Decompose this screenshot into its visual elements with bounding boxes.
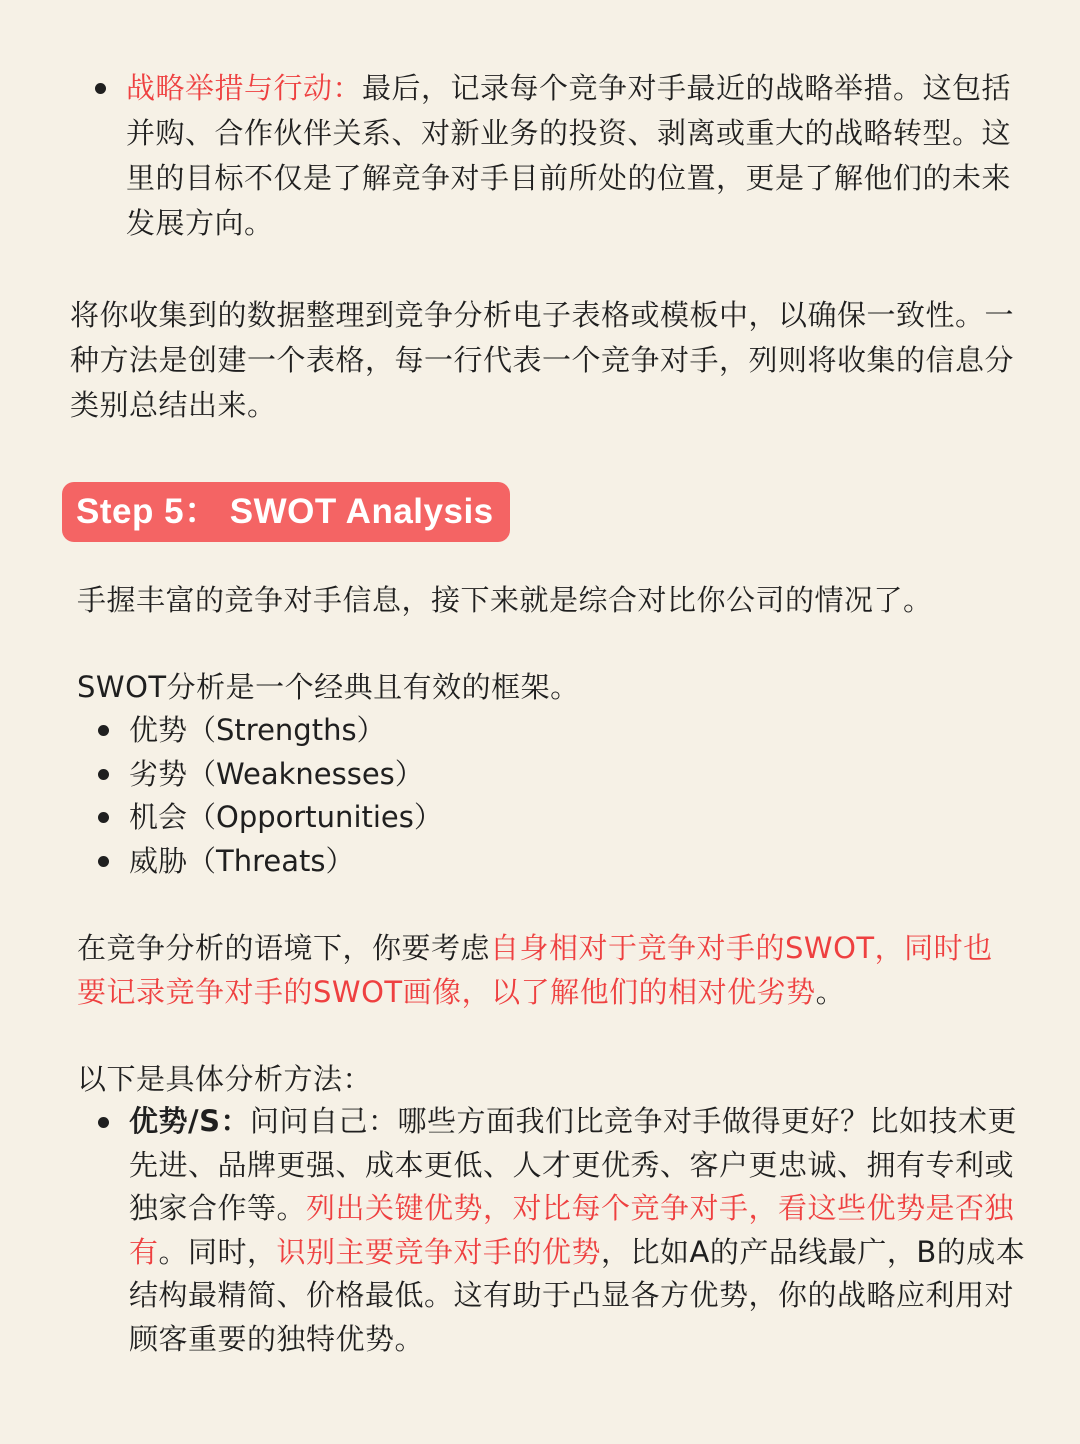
- strategy-bullet: [74, 66, 1034, 246]
- strategy-text: 最后，记录每个竞争对手最近的战略举措。这包括并购、合作伙伴关系、对新业务的投资、剥离或重大的战略转型。这里的目标不仅是了解竞争对手目前所处的位置，更是了解他们的未来发展方向。: [126, 71, 1012, 240]
- strengths-label: 优势/S：: [129, 1104, 250, 1138]
- bullet-dot-icon: [98, 725, 109, 736]
- swot-item-threats: 威胁（Threats）: [129, 843, 355, 878]
- list-item: [77, 840, 1027, 884]
- swot-item-strengths: 优势（Strengths）: [129, 713, 386, 747]
- list-item: [77, 753, 1027, 797]
- list-item: [77, 709, 1027, 753]
- context-paragraph: [77, 926, 1017, 1014]
- strengths-part2: 。同时，: [158, 1234, 277, 1269]
- bullet-dot-icon: [98, 856, 109, 867]
- strategy-label: 战略举措与行动：: [126, 71, 363, 105]
- bullet-dot-icon: [98, 812, 109, 823]
- context-suffix: 。: [815, 975, 846, 1009]
- swot-item-weaknesses: 劣势（Weaknesses）: [129, 756, 424, 791]
- swot-list: [77, 709, 1027, 883]
- context-highlight: 自身相对于竞争对手的SWOT，同时也要记录竞争对手的SWOT画像，以了解他们的相对优劣势: [77, 931, 993, 1009]
- swot-lead-text: SWOT分析是一个经典且有效的框架。: [77, 670, 580, 704]
- strengths-part3: ，比如A的产品线最广，B的成本结构最精简、价格最低。这有助于凸显各方优势，你的战略应利用对顾客重要的独特优势。: [129, 1234, 1026, 1356]
- context-prefix: 在竞争分析的语境下，你要考虑: [77, 931, 491, 965]
- bullet-dot-icon: [98, 1117, 109, 1128]
- list-item: [74, 66, 1034, 246]
- summary-paragraph: 将你收集到的数据整理到竞争分析电子表格或模板中，以确保一致性。一种方法是创建一个表格，每一行代表一个竞争对手，列则将收集的信息分类别总结出来。: [70, 298, 1015, 422]
- intro-paragraph: 手握丰富的竞争对手信息，接下来就是综合对比你公司的情况了。: [77, 583, 933, 617]
- method-list: [77, 1100, 1027, 1362]
- strengths-highlight2: 识别主要竞争对手的优势: [276, 1234, 602, 1269]
- list-item: [77, 1100, 1027, 1362]
- step-heading-badge: Step 5： SWOT Analysis: [62, 482, 510, 542]
- swot-item-opportunities: 机会（Opportunities）: [129, 800, 443, 834]
- list-item: [77, 796, 1027, 840]
- strengths-part1: 问问自己：哪些方面我们比竞争对手做得更好？比如技术更先进、品牌更强、成本更低、人才更优秀、客户更忠诚、拥有专利或独家合作等。: [129, 1104, 1017, 1226]
- method-lead-text: 以下是具体分析方法：: [77, 1062, 373, 1096]
- bullet-dot-icon: [95, 83, 106, 94]
- strengths-highlight1: 列出关键优势，对比每个竞争对手，看这些优势是否独有: [129, 1191, 1015, 1269]
- bullet-dot-icon: [98, 769, 109, 780]
